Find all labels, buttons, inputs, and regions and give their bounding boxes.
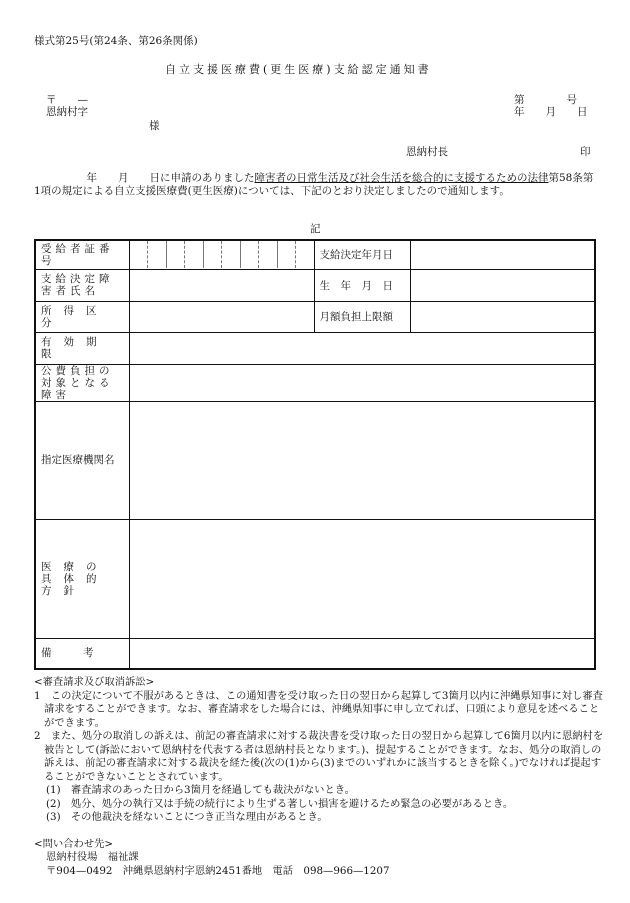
issuer: 恩納村長 — [406, 146, 448, 158]
remarks-value[interactable] — [129, 638, 595, 669]
label-remarks: 備 考 — [35, 638, 129, 669]
note-sub-3: (3) その他裁決を経ないことにつき正当な理由があるとき。 — [46, 811, 328, 823]
contact-address: 〒904—0492 沖縄県恩納村字恩納2451番地 電話 098—966—1207 — [46, 864, 390, 877]
label-cert-number: 受給者証番号 — [35, 240, 129, 269]
appeal-notes — [34, 676, 604, 878]
document-number: 第 号 — [514, 94, 577, 106]
decision-date-value[interactable] — [410, 240, 595, 269]
form-number: 様式第25号(第24条、第26条関係) — [34, 35, 198, 47]
postal-mark: 〒 — — [46, 94, 88, 106]
label-birth: 生 年 月 日 — [314, 269, 410, 301]
note-2: 2 また、処分の取消しの訴えは、前記の審査請求に対する裁決書を受け取った日の翌日から起算して6箇月以内に恩納村を被告として(訴訟において恩納村を代表する者は恩納村長となります。)、提起することができます。なお、処分の取消しの訴えは、前記の審査請求に対する裁決を経た後(次の(1)から(3)までのいずれかに該当するときを除く。)でなければ提起することができないこととされています。 — [34, 730, 604, 783]
note-sub-2: (2) 処分、処分の執行又は手続の続行により生ずる著しい損害を避けるため緊急の必要があるとき。 — [46, 797, 514, 810]
honorific: 様 — [149, 120, 160, 132]
contact-heading: <問い合わせ先> — [34, 837, 114, 850]
birth-value[interactable] — [410, 269, 595, 301]
income-value[interactable] — [129, 301, 314, 332]
institution-value[interactable] — [129, 401, 595, 519]
monthly-cap-value[interactable] — [410, 301, 595, 332]
seal-mark: 印 — [580, 146, 591, 158]
issue-date: 年 月 日 — [514, 106, 588, 118]
certificate-table — [34, 239, 596, 670]
address: 恩納村字 — [46, 106, 88, 118]
public-burden-value[interactable] — [129, 364, 595, 401]
note-sub-1: (1) 審査請求のあった日から3箇月を経過しても裁決がないとき。 — [46, 784, 355, 796]
intro-post: 第58条第1項の規定による自立支援医療費(更生医療)については、下記のとおり決定しましたので通知します。 — [34, 172, 594, 197]
intro-paragraph — [34, 172, 598, 198]
label-income: 所得区分 — [35, 301, 129, 332]
intro-pre: 年 月 日に申請のありました — [34, 172, 255, 184]
label-decision-date: 支給決定年月日 — [314, 240, 410, 269]
label-monthly-cap: 月額負担上限額 — [314, 301, 410, 332]
label-validity: 有効期限 — [35, 332, 129, 364]
ki-mark: 記 — [310, 223, 321, 235]
note-1: 1 この決定について不服があるときは、この通知書を受け取った日の翌日から起算して3箇月以内に沖縄県知事に対し審査請求をすることができます。なお、審査請求をした場合には、沖縄県知事に申し立てれば、口頭により意見を述べることができます。 — [34, 689, 603, 729]
validity-value[interactable] — [129, 332, 595, 364]
label-institution: 指定医療機関名 — [35, 401, 129, 519]
contact-office: 恩納村役場 福祉課 — [46, 851, 139, 863]
law-name: 障害者の日常生活及び社会生活を総合的に支援するための法律 — [254, 172, 549, 184]
label-policy: 医療の具体的方針 — [35, 519, 129, 638]
label-name: 支給決定障害者氏名 — [35, 269, 129, 301]
cert-number-cells[interactable] — [129, 240, 314, 269]
policy-value[interactable] — [129, 519, 595, 638]
page-title: 自立支援医療費(更生医療)支給認定通知書 — [165, 63, 432, 76]
notes-heading: <審査請求及び取消訴訟> — [34, 676, 155, 688]
label-public-burden: 公費負担の対象となる障害 — [35, 364, 129, 401]
name-value[interactable] — [129, 269, 314, 301]
